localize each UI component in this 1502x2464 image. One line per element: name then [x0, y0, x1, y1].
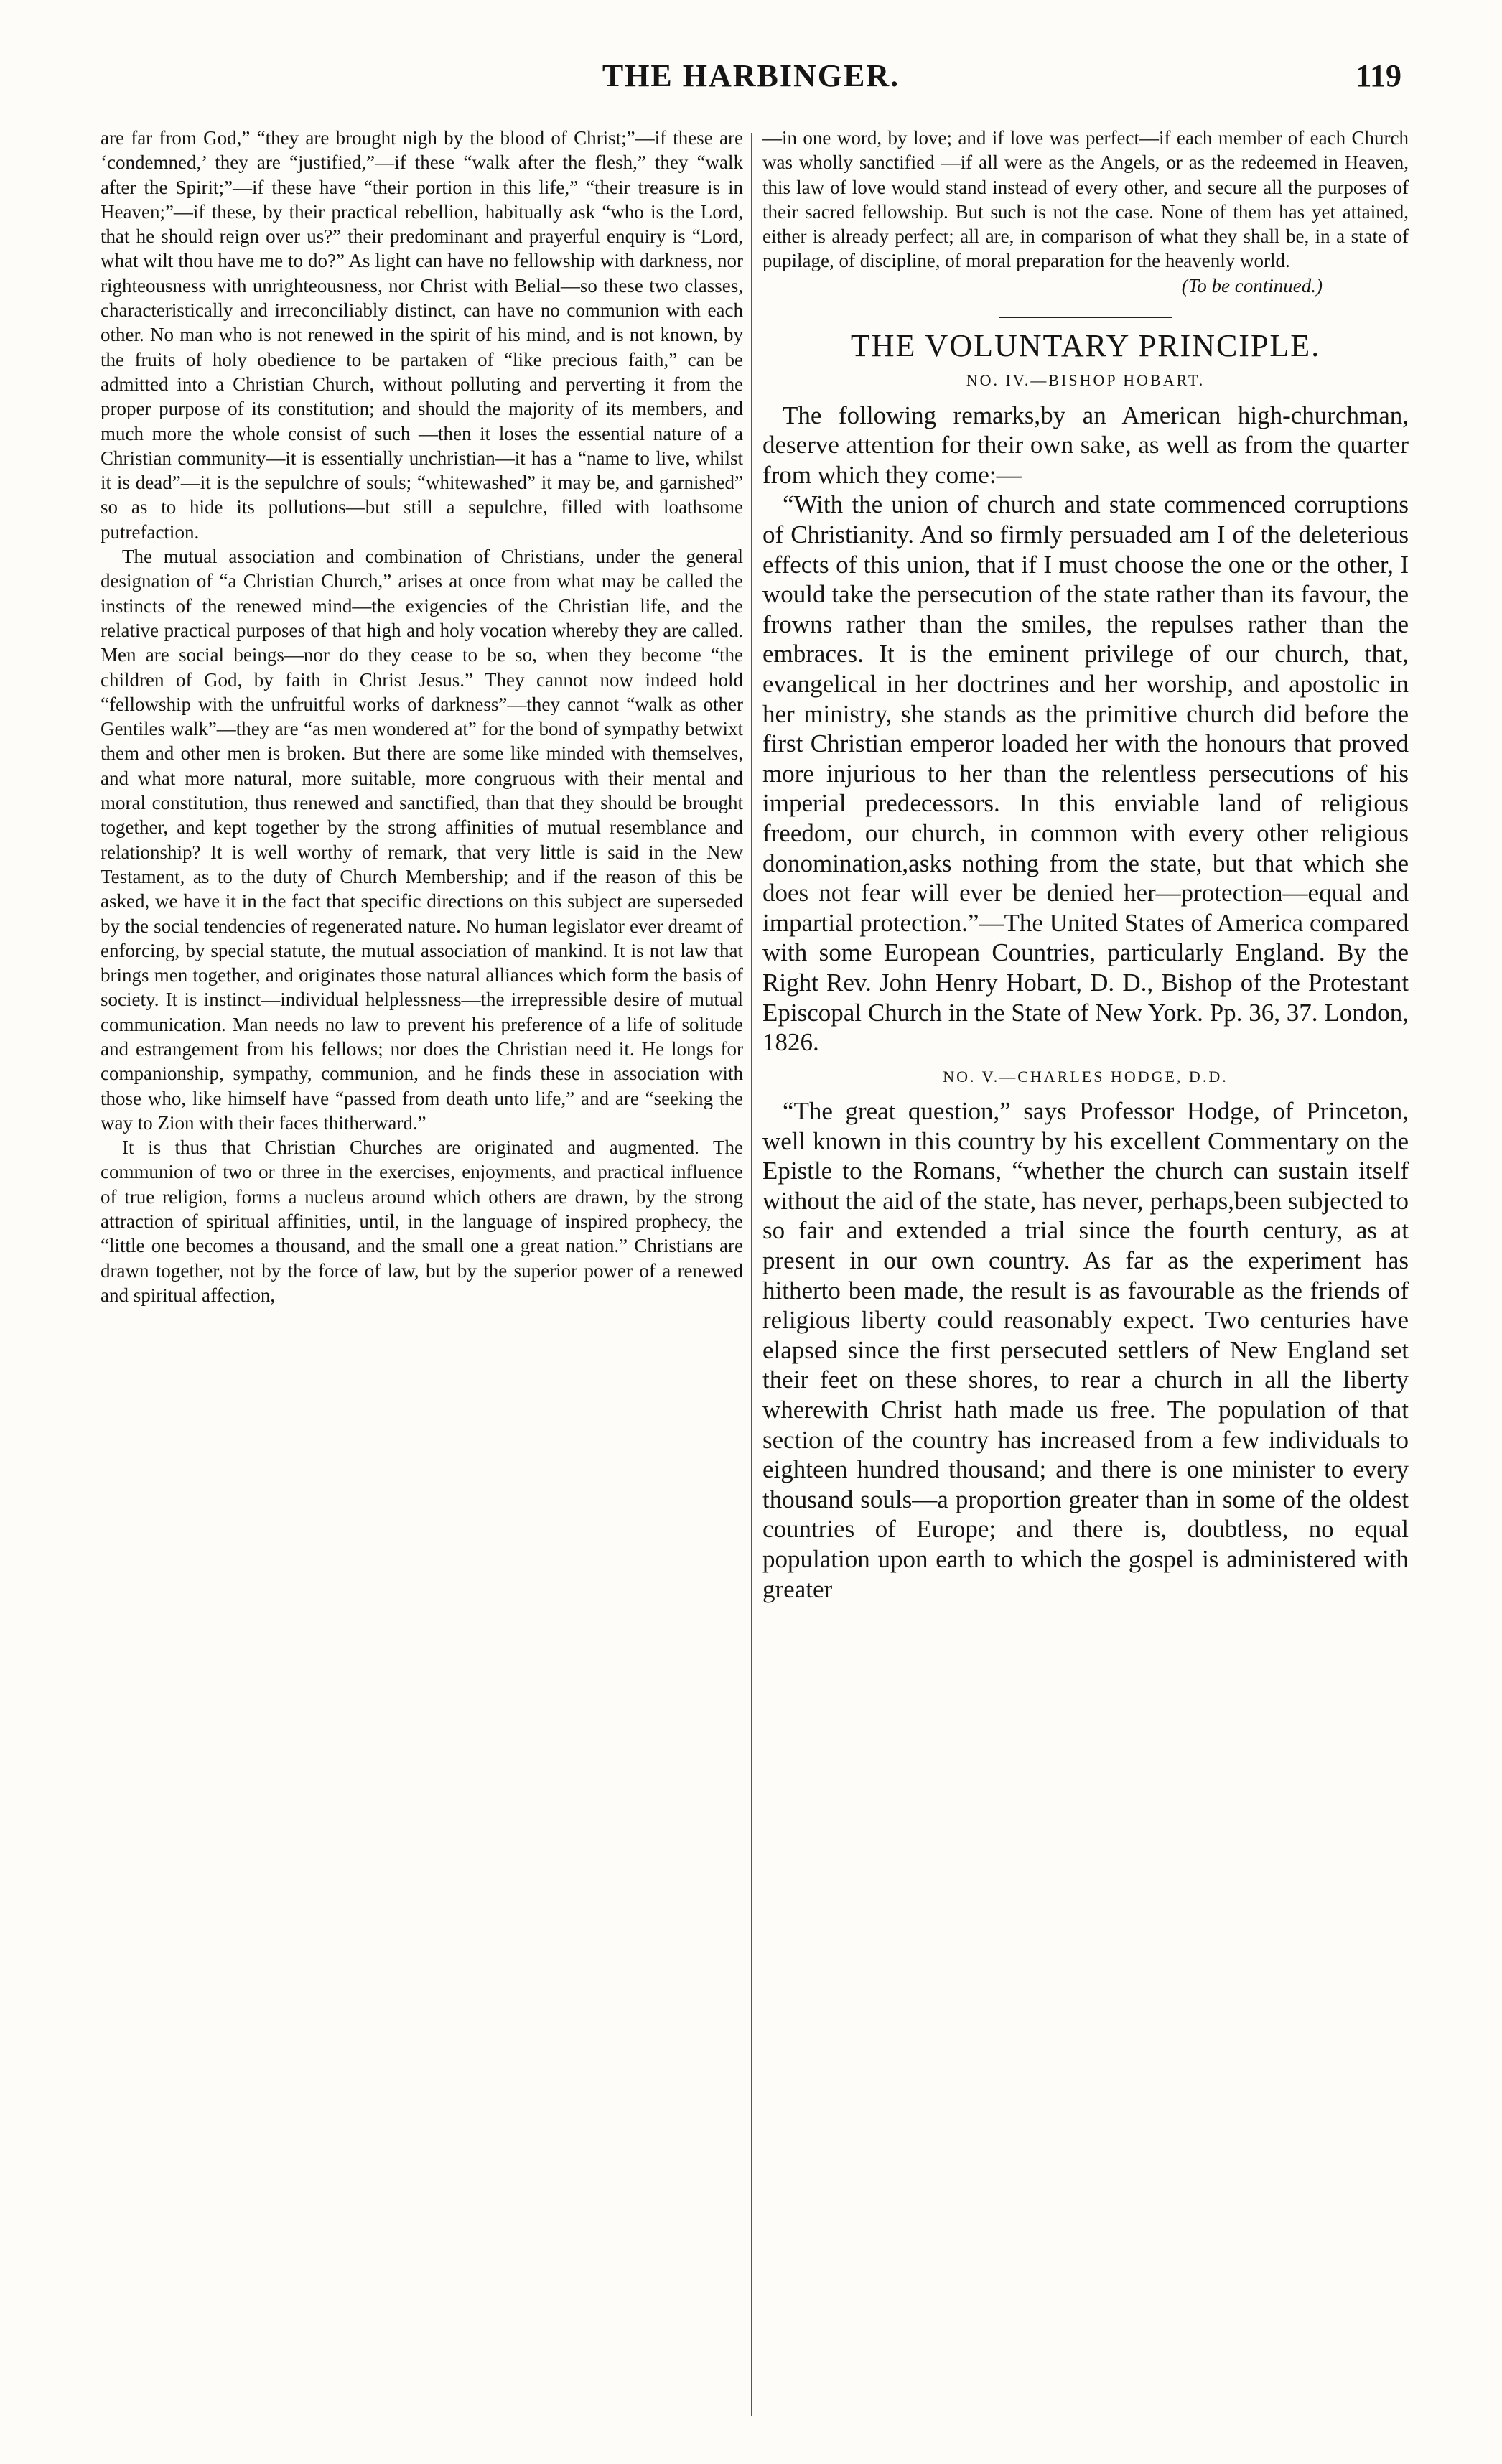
right-column	[762, 126, 1409, 1604]
subheading-no-iv: NO. IV.—BISHOP HOBART.	[966, 371, 1205, 390]
article-body	[762, 401, 1409, 1058]
right-paragraph-1: —in one word, by love; and if love was perfect—if each member of each Church was wholly sanctified —if all were as the Angels, or as the redeemed in Heaven, this law of love would stand instead of every other, and secure all the purposes of their sacred fellowship. But such is not the case. None of them has yet attained, either is already perfect; all are, in comparison of what they shall be, in a state of pupilage, of discipline, of moral preparation for the heavenly world.	[762, 127, 1409, 272]
page-number: 119	[1356, 58, 1401, 93]
hodge-quote: “The great question,” says Professor Hodge, of Princeton, well known in this country by his excellent Commentary on the Epistle to the Romans, “whether the church can sustain itself without the aid of the state, has never, perhaps,been subjected to so fair and extended a trial since the fourth century, as at present in our own country. As far as the experiment has hitherto been made, the result is as favourable as the friends of religious liberty could reasonably expect. Two centuries have elapsed since the first persecuted settlers of New England set their feet on these shores, to rear a church in all the liberty wherewith Christ hath made us free. The population of that section of the country has increased from a few individuals to eighteen hundred thousand; and there is one minister to every thousand souls—a proportion greater than in some of the oldest countries of Europe; and there is, doubtless, no equal population upon earth to which the gospel is administered with greater	[762, 1097, 1409, 1603]
intro-paragraph: The following remarks,by an American high-churchman, deserve attention for their own sake, as well as from the quarter from which they come:—	[762, 401, 1409, 489]
section-title: THE VOLUNTARY PRINCIPLE.	[850, 328, 1321, 364]
section-divider	[999, 317, 1172, 318]
hobart-quote: “With the union of church and state commenced corruptions of Christianity. And so firmly persuaded am I of the deleterious effects of this union, that if I must choose the one or the other, I would take the persecution of the state rather than its favour, the frowns rather than the smiles, the repulses rather than the embraces. It is the eminent privilege of our church, that, evangelical in her doctrines and her worship, and apostolic in her ministry, she stands as the primitive church did before the first Christian emperor loaded her with the honours that proved more injurious to her than the relentless persecutions of his imperial predecessors. In this enviable land of religious freedom, our church, in common with every other religious donomination,asks nothing from the state, but that which she does not fear will ever be denied her—protection—equal and impartial protection.”—The United States of America compared with some European Countries, particularly England. By the Right Rev. John Henry Hobart, D. D., Bishop of the Protestant Episcopal Church in the State of New York. Pp. 36, 37. London, 1826.	[762, 490, 1409, 1057]
page-header	[101, 57, 1401, 115]
column-divider	[751, 133, 752, 2416]
left-paragraph-1: are far from God,” “they are brought nigh by the blood of Christ;”—if these are ‘condemned,’ they are “justified,”—if these “walk after the flesh,” they “walk after the Spirit;”—if these have “their portion in this life,” “their treasure is in Heaven;”—if these, by their practical rebellion, habitually ask “who is the Lord, that he should reign over us?” their predominant and prayerful enquiry is “Lord, what wilt thou have me to do?” As light can have no fellowship with darkness, nor righteousness with unrighteousness, nor Christ with Belial—so these two classes, characteristically and irreconciliably distinct, can have no communion with each other. No man who is not renewed in the spirit of his mind, and is not known, by the fruits of holy obedience to be partaken of “like precious faith,” can be admitted into a Christian Church, without polluting and perverting it from the proper purpose of its constitution; and should the majority of its members, and much more the whole consist of such —then it loses the essential nature of a Christian community—it is essentially unchristian—it has a “name to live, whilst it is dead”—it is the sepulchre of souls; “whitewashed” it may be, and garnished” so as to hide its pollutions—but still a sepulchre, filled with loathsome putrefaction.	[101, 127, 743, 543]
running-title: THE HARBINGER.	[602, 58, 900, 93]
left-paragraph-2: The mutual association and combination of Christians, under the general designation of “a Christian Church,” arises at once from what may be called the instincts of the renewed mind—the exigencies of the Christian life, and the relative practical purposes of that high and holy vocation whereby they are called. Men are social beings—nor do they cease to be so, when they become “the children of God, by faith in Christ Jesus.” They cannot now indeed hold “fellowship with the unfruitful works of darkness”—they cannot “walk as other Gentiles walk”—they are “as men wondered at” for the bond of sympathy betwixt them and other men is broken. But there are some like minded with themselves, and what more natural, more suitable, more congruous with their mental and moral constitution, thus renewed and sanctified, than that they should be brought together, and kept together by the strong affinities of mutual resemblance and relationship? It is well worthy of remark, that very little is said in the New Testament, as to the duty of Church Membership; and if the reason of this be asked, we have it in the fact that specific directions on this subject are superseded by the social tendencies of regenerated nature. No human legislator ever dreamt of enforcing, by special statute, the mutual association of mankind. It is not law that brings men together, and originates those natural alliances which form the basis of society. It is instinct—individual helplessness—the irrepressible desire of mutual communication. Man needs no law to prevent his preference of a life of solitude and estrangement from his fellows; nor does the Christian need it. He longs for companionship, sympathy, communion, and he finds these in association with those who, like himself have “passed from death unto life,” and are “seeking the way to Zion with their faces thitherward.”	[101, 546, 743, 1134]
article-body-2	[762, 1096, 1409, 1604]
left-column	[101, 126, 743, 1307]
to-be-continued: (To be continued.)	[1181, 274, 1323, 297]
subheading-no-v: NO. V.—CHARLES HODGE, D.D.	[943, 1067, 1228, 1086]
left-paragraph-3: It is thus that Christian Churches are originated and augmented. The communion of two or three in the exercises, enjoyments, and practical influence of true religion, forms a nucleus around which others are drawn, by the strong attraction of spiritual affinities, until, in the language of inspired prophecy, the “little one becomes a thousand, and the small one a great nation.” Christians are drawn together, not by the force of law, but by the superior power of a renewed and spiritual affection,	[101, 1137, 743, 1306]
